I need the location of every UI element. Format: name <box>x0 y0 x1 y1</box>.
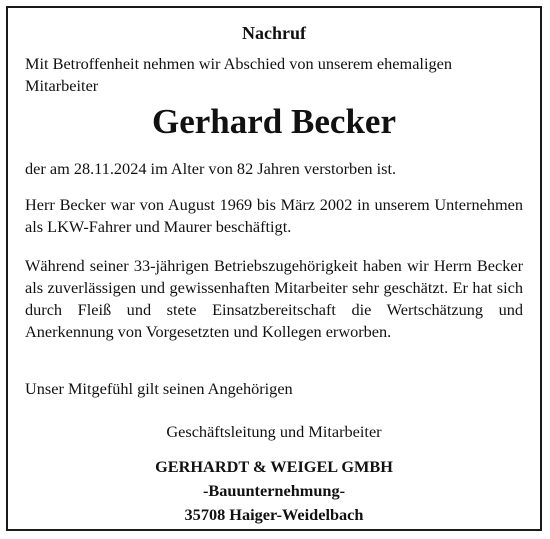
intro-text: Mit Betroffenheit nehmen wir Abschied von unserem ehemaligen Mitarbeiter <box>25 54 452 95</box>
company-name: GERHARDT & WEIGEL GMBH <box>155 457 393 476</box>
notice-heading: Nachruf <box>242 23 306 43</box>
employment-paragraph: Herr Becker war von August 1969 bis März 2002 in unserem Unternehmen als LKW-Fahrer und Maurer beschäftigt. <box>25 195 523 236</box>
signature-line: Geschäftsleitung und Mitarbeiter <box>166 422 382 441</box>
appreciation-paragraph: Während seiner 33-jährigen Betriebszugehörigkeit haben wir Herrn Becker als zuverlässigen und gewissenhaften Mitarbeiter sehr geschätzt. Er hat sich durch Fleiß und stete Einsatzbereitschaft die Wertschätzung und Anerkennung von Vorgesetzten und Kollegen erworben. <box>25 256 523 341</box>
company-subtitle: -Bauunternehmung- <box>202 481 346 500</box>
death-statement: der am 28.11.2024 im Alter von 82 Jahren verstorben ist. <box>25 159 397 178</box>
deceased-name: Gerhard Becker <box>152 102 396 141</box>
company-address: 35708 Haiger-Weidelbach <box>184 505 364 524</box>
company-block <box>8 455 540 527</box>
obituary-notice <box>6 6 542 531</box>
sympathy-line: Unser Mitgefühl gilt seinen Angehörigen <box>25 379 293 398</box>
